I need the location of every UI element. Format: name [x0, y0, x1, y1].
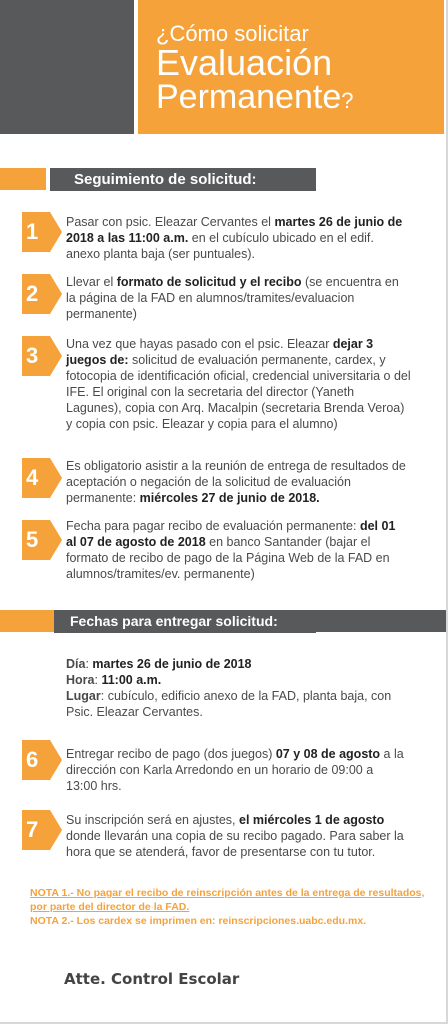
step-6-text-c: a la dirección con Karla Arredondo en un horario de 09:00 a 13:00 hrs.: [66, 747, 404, 793]
section1-accent: [0, 168, 46, 190]
step-2-text-c: (se encuentra en la página de la FAD en alumnos/tramites/evaluacion permanente): [66, 275, 399, 321]
info-lugar-label: Lugar: [66, 689, 101, 703]
step-3-text-a: Una vez que hayas pasado con el psic. Eleazar: [66, 337, 333, 351]
step-6-text-b: 07 y 08 de agosto: [275, 747, 381, 761]
info-hora-value: 11:00 a.m.: [101, 673, 162, 687]
step-5-text-a: Fecha para pagar recibo de evaluación permanente:: [66, 519, 360, 533]
step-6-text: [66, 746, 406, 794]
header-gray-block: [0, 0, 134, 134]
step-5-text-c: en banco Santander (bajar el formato de recibo de pago de la Página Web de la FAD en alumnos/tramites/ev. permanente): [66, 535, 390, 581]
header-question-mark: ?: [341, 88, 354, 113]
header-line-3-text: Permanente: [156, 78, 342, 116]
header-line-2: Evaluación: [156, 42, 333, 83]
header-line-1: ¿Cómo solicitar: [156, 21, 309, 46]
section2-title: Fechas para entregar solicitud:: [54, 610, 316, 633]
step-5-text-b: del 01 al 07 de agosto de 2018: [66, 519, 396, 549]
step-4-text-a: Es obligatorio asistir a la reunión de entrega de resultados de aceptación o negación de la solicitud de evaluación permanente:: [66, 459, 406, 505]
step-2-text: [66, 274, 406, 322]
header-title-block: [138, 0, 444, 134]
section1-title: Seguimiento de solicitud:: [50, 168, 316, 191]
step-1-text: [66, 214, 406, 262]
step-7-text-c: donde llevarán una copia de su recibo pagado. Para saber la hora que se atenderá, favor de presentarse con tu tutor.: [66, 829, 404, 859]
info-dia-label: Día: [66, 657, 86, 671]
step-1-text-a: Pasar con psic. Eleazar Cervantes el: [66, 215, 275, 229]
step-2-number: 2: [22, 274, 50, 314]
step-4-text-b: miércoles 27 de junio de 2018.: [139, 491, 320, 505]
step-2-text-b: formato de solicitud y el recibo: [116, 275, 302, 289]
note-2: NOTA 2.- Los cardex se imprimen en: reinscripciones.uabc.edu.mx.: [30, 915, 367, 927]
info-hora: Hora: 11:00 a.m.: [66, 673, 162, 687]
delivery-info: [66, 656, 406, 720]
step-5-number: 5: [22, 520, 50, 560]
header-line-3: [156, 80, 444, 118]
signature: Atte. Control Escolar: [64, 970, 240, 988]
step-4-text: [66, 458, 406, 506]
step-4-number: 4: [22, 458, 50, 498]
section2-bar-extension: [316, 610, 446, 632]
step-1-text-c: en el cubículo ubicado en el edif. anexo planta baja (ser puntuales).: [66, 231, 374, 261]
step-7-text-a: Su inscripción será en ajustes,: [66, 813, 240, 827]
info-dia: Día: martes 26 de junio de 2018: [66, 657, 252, 671]
info-hora-label: Hora: [66, 673, 95, 687]
step-7-text-b: el miércoles 1 de agosto: [239, 813, 385, 827]
step-3-number: 3: [22, 336, 50, 376]
step-3-text: [66, 336, 412, 432]
step-1-text-b: martes 26 de junio de 2018 a las 11:00 a.m.: [66, 215, 403, 245]
note-1: NOTA 1.- No pagar el recibo de reinscripción antes de la entrega de resultados, por parte del director de la FAD.: [30, 887, 425, 913]
step-7-number: 7: [22, 810, 50, 850]
step-5-text: [66, 518, 406, 582]
step-6-number: 6: [22, 740, 50, 780]
section2-accent-left: [0, 610, 54, 632]
info-lugar: Lugar: cubículo, edificio anexo de la FAD, planta baja, con Psic. Eleazar Cervantes.: [66, 689, 392, 719]
step-1-number: 1: [22, 212, 50, 252]
step-3-text-c: solicitud de evaluación permanente, cardex, y fotocopia de identificación oficial, credencial universitaria o del IFE. El original con la secretaria del director (Yaneth Lagunes), copia con Arq. Macalpin (secretaria Brenda Veroa) y copia con psic. Eleazar y copia para el alumno): [66, 353, 411, 431]
step-2-text-a: Llevar el: [66, 275, 117, 289]
step-6-text-a: Entregar recibo de pago (dos juegos): [66, 747, 276, 761]
step-3-text-b: dejar 3 juegos de:: [66, 337, 374, 367]
notes: [30, 886, 430, 928]
info-lugar-value: cubículo, edificio anexo de la FAD, planta baja, con Psic. Eleazar Cervantes.: [66, 689, 392, 719]
info-dia-value: martes 26 de junio de 2018: [92, 657, 252, 671]
step-7-text: [66, 812, 418, 860]
